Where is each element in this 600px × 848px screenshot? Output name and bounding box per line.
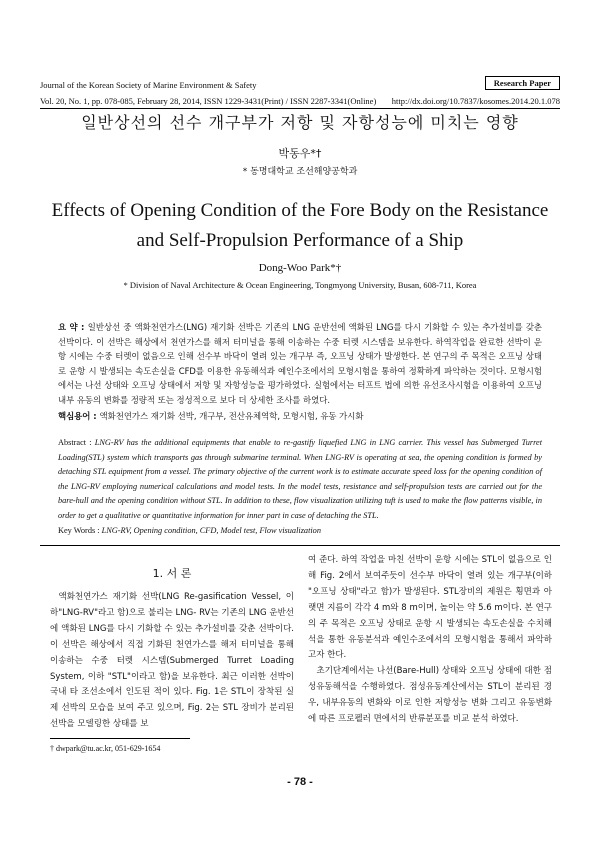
abstract-english <box>58 436 542 524</box>
keywords-english-label: Key Words : <box>58 526 102 535</box>
body-column-right <box>308 553 552 728</box>
abstract-english-label: Abstract : <box>58 438 95 447</box>
affiliation-english: * Division of Naval Architecture & Ocean Engineering, Tongmyong University, Busan, 608-711, Korea <box>123 280 477 290</box>
footnote-rule <box>50 738 190 739</box>
doi-link[interactable]: http://dx.doi.org/10.7837/kosomes.2014.20.1.078 <box>391 96 560 106</box>
keywords-english <box>58 526 542 535</box>
body-paragraph: 초기단계에서는 나선(Bare-Hull) 상태와 오프닝 상태에 대한 점성유동해석을 수행하였다. 점성유동계산에서는 STL이 분리된 경우, 내부유동의 변화와 이로 인한 저항성능 변화 그리고 유동변화에 따른 프로펠러 면에서의 반류분포를 비교 분석 하였다. <box>308 666 552 725</box>
title-korean: 일반상선의 선수 개구부가 저항 및 자항성능에 미치는 영향 <box>81 113 519 132</box>
abstract-korean <box>58 320 542 408</box>
abstract-korean-label: 요 약 : <box>58 322 88 332</box>
page-number: - 78 - <box>287 776 313 788</box>
author-english: Dong-Woo Park*† <box>258 262 342 274</box>
section-heading-introduction: 1. 서 론 <box>152 567 192 580</box>
keywords-korean-label: 핵심용어 : <box>58 411 100 421</box>
journal-name: Journal of the Korean Society of Marine Environment & Safety <box>40 80 257 90</box>
abstract-korean-text: 일반상선 중 액화천연가스(LNG) 재기화 선박은 기존의 LNG 운반선에 액화된 LNG를 다시 기화할 수 있는 추가설비를 갖춘 선박이다. 이 선박은 해상에서 천연가스를 해저 터미널을 통해 이송하는 수중 터렛 시스템을 보유한다. 하역작업을 완료한 선박이 운항 시에는 수중 터렛이 없음으로 인해 선수부 바닥이 열려 있는 개구부 즉, 오프닝 상태가 발생한다. 본 연구의 주 목적은 오프닝 상태로 운항 시 발생되는 속도손실을 CFD를 이용한 유동해석과 예인수조에서의 모형시험을 통하여 정확하게 파악하는 것이다. 모형시험에서는 나선 상태와 오프닝 상태에서 저항 및 자항성능을 평가하였다. 실험에서는 터프트 법에 의한 유선조사시험을 이용하여 오프닝 내부 유동의 변화를 정량적 또는 정성적으로 보다 더 상세한 조사를 하였다. <box>58 322 542 405</box>
body-column-left <box>50 590 294 733</box>
footnote-contact: † dwpark@tu.ac.kr, 051-629-1654 <box>50 744 161 753</box>
author-korean: 박동우*† <box>278 147 322 160</box>
title-english: Effects of Opening Condition of the Fore Body on the Resistance and Self-Propulsion Performance of a Ship <box>51 200 549 251</box>
volume-info: Vol. 20, No. 1, pp. 078-085, February 28, 2014, ISSN 1229-3431(Print) / ISSN 2287-3341(Online) <box>40 96 377 106</box>
abstract-english-text: LNG-RV has the additional equipments that enable to re-gastify liquefied LNG in LNG carrier. This vessel has Submerged Turret Loading(STL) system which transports gas through submarine terminal. When LNG-RV is operating at sea, the opening condition is formed by detaching STL equipment from a vessel. The primary objective of the current work is to estimate accurate speed loss for the opening condition of the LNG-RV employing numerical calculations and model tests. In the model tests, resistance and self-propulsion tests are carried out for the bare-hull and the opening condition without STL. In addition to these, flow visualization utilizing tuft is used to make the flow patterns visible, in order to get a qualitative or quantitative information for inner part in case of detaching the STL. <box>58 438 543 520</box>
affiliation-korean: * 동명대학교 조선해양공학과 <box>242 167 358 177</box>
body-paragraph: 액화천연가스 재기화 선박(LNG Re-gasification Vessel, 이하"LNG-RV"라고 함)으로 불리는 LNG- RV는 기존의 LNG 운반선에 액화된 LNG를 다시 기화할 수 있는 추가설비를 갖춘 선박이다. 이 선박은 해상에서 직접 기화된 천연가스를 해저 터미널을 통해 이송하는 수중 터렛 시스템(Submerged Turret Loading System, 이하 "STL"이라고 함)을 보유한다. 최근 이러한 선박이 국내 타 조선소에서 인도된 적이 있다. Fig. 1은 STL이 장착된 실제 선박의 모습을 보여 주고 있으며, Fig. 2는 STL 장비가 분리된 선박을 모델링한 상태를 보 <box>50 592 294 730</box>
article-type-badge: Research Paper <box>485 76 560 90</box>
body-paragraph: 여 준다. 하역 작업을 마친 선박이 운항 시에는 STL이 없음으로 인해 Fig. 2에서 보여주듯이 선수부 바닥이 열려 있는 개구부(이하 "오프닝 상태"라고 함)가 발생된다. STL장비의 제원은 횡면과 아랫면 지름이 각각 4 m와 8 m이며, 높이는 약 5.6 m이다. 본 연구의 주 목적은 오프닝 상태로 운항 시 발생되는 속도손실을 수치해석을 통한 유동분석과 예인수조에서의 모형시험을 통해서 파악하고자 한다. <box>308 555 552 661</box>
keywords-korean <box>58 410 542 422</box>
keywords-english-text: LNG-RV, Opening condition, CFD, Model test, Flow visualization <box>101 526 321 535</box>
keywords-korean-text: 액화천연가스 재기화 선박, 개구부, 전산유체역학, 모형시험, 유동 가시화 <box>99 411 364 421</box>
abstract-rule <box>40 545 560 546</box>
header-rule <box>40 108 560 109</box>
